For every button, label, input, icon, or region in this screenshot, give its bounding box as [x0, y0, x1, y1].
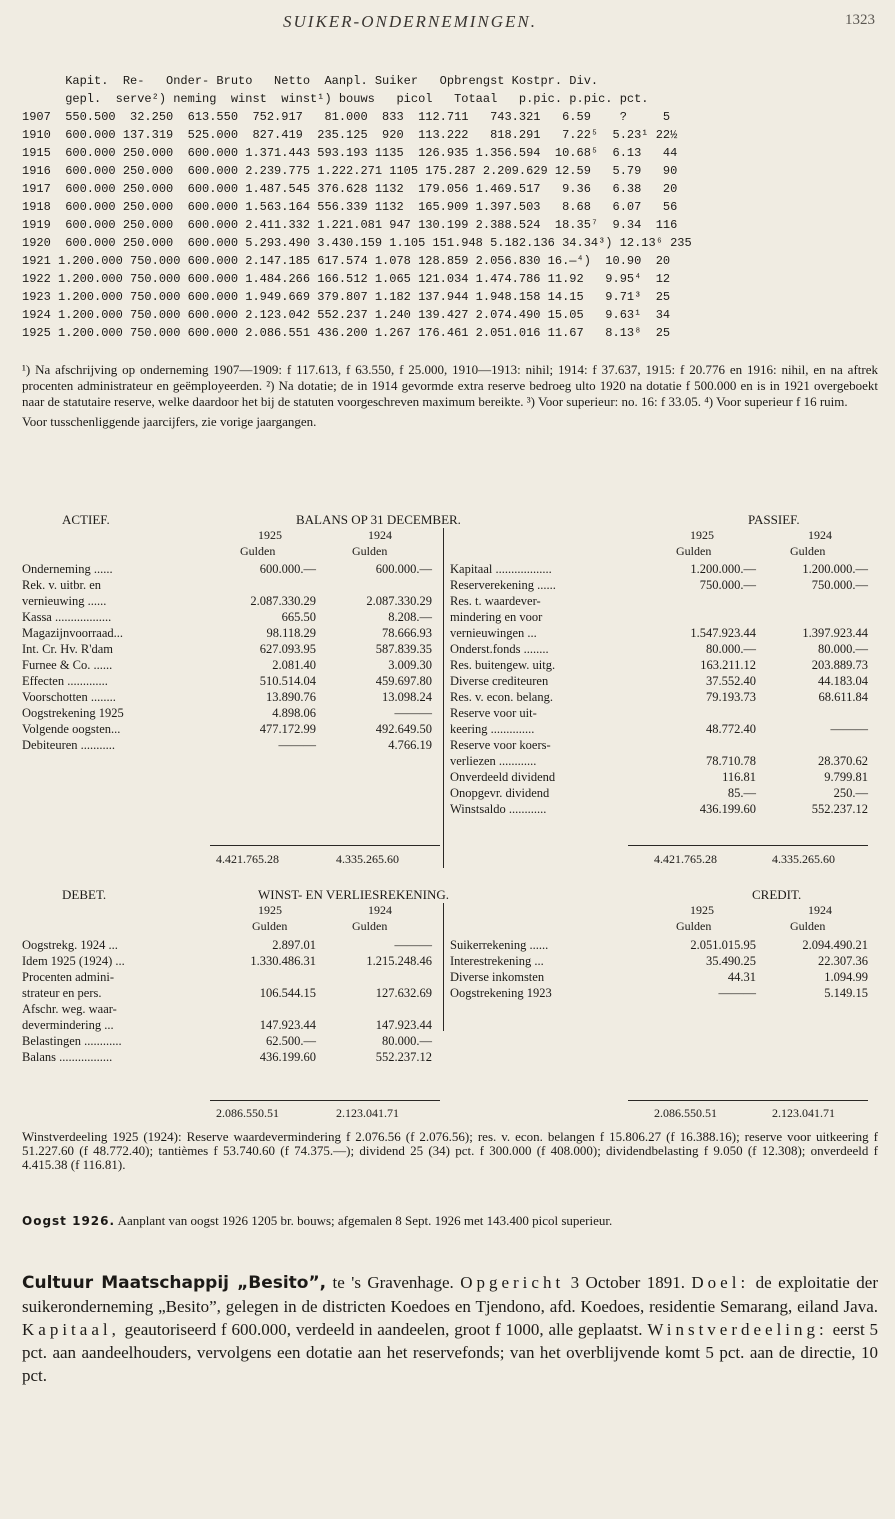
pl-center-heading: WINST- EN VERLIESREKENING. [258, 887, 450, 902]
account-value-1924: 147.923.44 [375, 1018, 432, 1032]
account-row [22, 657, 437, 673]
account-value-1924 [316, 577, 432, 593]
stats-row: 1924 1.200.000 750.000 600.000 2.123.042 552.237 1.240 139.427 2.074.490 15.05 9.63¹ 34 [22, 308, 671, 322]
account-label: Kassa .................. [22, 610, 112, 624]
pl-right-year-1: 1925 [690, 903, 714, 917]
account-value-1925 [650, 609, 756, 625]
account-value-1925: 665.50 [281, 610, 316, 624]
account-value-1924: 68.611.84 [818, 690, 868, 704]
balance-right-currency-1: Gulden [676, 544, 712, 558]
founded-text: 3 October 1891. [564, 1273, 692, 1292]
account-label: Winstsaldo ............ [450, 802, 547, 816]
pl-right-heading: CREDIT. [752, 887, 802, 902]
account-value-1924: 127.632.69 [375, 986, 432, 1000]
account-row [450, 753, 870, 769]
account-value-1924: 1.397.923.44 [802, 626, 868, 640]
pl-left-currency-1: Gulden [252, 919, 288, 933]
pl-left-year-1: 1925 [258, 903, 282, 917]
account-value-1925: 436.199.60 [699, 802, 756, 816]
account-value-1924: 28.370.62 [818, 754, 868, 768]
account-row [22, 953, 437, 969]
intermediate-note: Voor tusschenliggende jaarcijfers, zie vorige jaargangen. [22, 414, 317, 429]
pl-left-rows [22, 937, 437, 1065]
account-label: Voorschotten ........ [22, 690, 116, 704]
account-value-1924 [756, 609, 868, 625]
account-row [22, 577, 437, 593]
balance-left-total-2: 4.335.265.60 [336, 852, 399, 866]
balance-right-rule [628, 845, 868, 846]
account-value-1924 [756, 705, 868, 721]
account-value-1925: 436.199.60 [259, 1050, 316, 1064]
account-value-1924: 22.307.36 [818, 954, 868, 968]
account-value-1924: 552.237.12 [375, 1050, 432, 1064]
account-value-1924: 587.839.35 [375, 642, 432, 656]
stats-row: 1925 1.200.000 750.000 600.000 2.086.551 436.200 1.267 176.461 2.051.016 11.67 8.13⁸ 25 [22, 326, 671, 340]
account-label: Reserve voor uit- [450, 706, 537, 720]
account-label: Balans ................. [22, 1050, 113, 1064]
pl-right-year-2: 1924 [808, 903, 832, 917]
account-value-1925: 750.000.— [699, 578, 756, 592]
account-value-1925 [214, 577, 316, 593]
balance-left-year-1: 1925 [258, 528, 282, 542]
pl-left-total-2: 2.123.041.71 [336, 1106, 399, 1120]
account-value-1924: ——— [394, 706, 432, 720]
account-row [450, 561, 870, 577]
account-label: Afschr. weg. waar- [22, 1002, 117, 1016]
account-label: verliezen ............ [450, 754, 537, 768]
account-row [22, 1017, 437, 1033]
account-value-1925: 78.710.78 [706, 754, 756, 768]
balance-right-total-2: 4.335.265.60 [772, 852, 835, 866]
account-value-1925: 627.093.95 [259, 642, 316, 656]
account-value-1924 [316, 969, 432, 985]
account-row [450, 625, 870, 641]
account-value-1924 [756, 593, 868, 609]
account-label: Onverdeeld dividend [450, 770, 556, 784]
besito-entry [22, 1271, 878, 1387]
account-value-1925: 80.000.— [706, 642, 756, 656]
account-value-1925: 13.890.76 [266, 690, 316, 704]
stats-row: 1921 1.200.000 750.000 600.000 2.147.185 617.574 1.078 128.859 2.056.830 16.—⁴) 10.90 20 [22, 254, 671, 268]
balance-left-currency-1: Gulden [240, 544, 276, 558]
account-label: Effecten ............. [22, 674, 108, 688]
account-value-1924: 44.183.04 [818, 674, 868, 688]
stats-row: 1907 550.500 32.250 613.550 752.917 81.000 833 112.711 743.321 6.59 ? 5 [22, 110, 671, 124]
account-label: Furnee & Co. ...... [22, 658, 113, 672]
account-value-1924: 80.000.— [382, 1034, 432, 1048]
running-title: SUIKER-ONDERNEMINGEN. [283, 12, 538, 31]
profit-distribution-text: Winstverdeeling 1925 (1924): Reserve waardevermindering f 2.076.56 (f 2.076.56); res. v. econ. belangen f 15.806.27 (f 16.388.16); reserve voor uitkeering f 51.227.60 (f 48.772.40); tantièmes f 53.740.60 (f 74.375.—); dividend 25 (34) pct. f 300.000 (f 408.000); dividendbelasting f 9.050 (f 12.308); onverdeeld f 4.415.38 (f 116.81). [22, 1129, 878, 1172]
account-row [22, 705, 437, 721]
distribution-text: eerst 5 pct. aan aandeelhouders, vervolgens een dotatie aan het reservefonds; van het overblijvende komt 5 pct. aan de directie, 10 pct. [22, 1320, 878, 1385]
account-value-1925: 1.200.000.— [690, 562, 756, 576]
pl-left-rule [210, 1100, 440, 1101]
account-row [450, 705, 870, 721]
account-value-1925 [650, 705, 756, 721]
account-row [22, 969, 437, 985]
footnotes [22, 362, 878, 430]
account-row [22, 561, 437, 577]
account-value-1925: 37.552.40 [706, 674, 756, 688]
account-label: Res. v. econ. belang. [450, 690, 553, 704]
account-row [450, 801, 870, 817]
account-value-1925 [650, 593, 756, 609]
balance-divider [443, 528, 444, 868]
stats-row: 1923 1.200.000 750.000 600.000 1.949.669 379.807 1.182 137.944 1.948.158 14.15 9.71³ 25 [22, 290, 671, 304]
account-value-1924: 552.237.12 [811, 802, 868, 816]
stats-rows [22, 108, 878, 342]
account-row [450, 953, 870, 969]
pl-right-rule [628, 1100, 868, 1101]
account-value-1925 [214, 969, 316, 985]
account-value-1924: 4.766.19 [388, 738, 432, 752]
account-label: Res. buitengew. uitg. [450, 658, 556, 672]
account-label: Onderst.fonds ........ [450, 642, 549, 656]
account-value-1925: 106.544.15 [259, 986, 316, 1000]
purpose-text: de exploitatie der suikeronderneming „Besito”, gelegen in de districten Koedoes en Tjendono, afd. Koedoes, residentie Semarang, eiland Java. [22, 1273, 878, 1316]
account-row [22, 625, 437, 641]
account-value-1924: 459.697.80 [375, 674, 432, 688]
account-value-1925: 116.81 [722, 770, 756, 784]
account-label: Onopgevr. dividend [450, 786, 550, 800]
account-value-1924: 1.215.248.46 [366, 954, 432, 968]
balance-left-rule [210, 845, 440, 846]
account-value-1924: 203.889.73 [811, 658, 868, 672]
account-value-1925: 79.193.73 [706, 690, 756, 704]
balance-right-year-1: 1925 [690, 528, 714, 542]
purpose-label: Doel: [691, 1273, 750, 1292]
harvest-1926 [22, 1213, 878, 1229]
balance-left-heading: ACTIEF. [62, 512, 110, 527]
account-value-1925: 163.211.12 [700, 658, 756, 672]
account-label: Rek. v. uitbr. en [22, 578, 102, 592]
account-value-1924: 13.098.24 [382, 690, 432, 704]
pl-divider [443, 903, 444, 1031]
pl-left-total-1: 2.086.550.51 [216, 1106, 279, 1120]
account-label: vernieuwing ...... [22, 594, 107, 608]
founded-label: Opgericht [460, 1273, 565, 1292]
account-label: mindering en voor [450, 610, 543, 624]
account-value-1925 [650, 737, 756, 753]
balance-center-heading: BALANS OP 31 DECEMBER. [296, 512, 461, 527]
harvest-label: Oogst 1926. [22, 1214, 116, 1228]
stats-header-line-1: Kapit. Re- Onder- Bruto Netto Aanpl. Suiker Opbrengst Kostpr. Div. [22, 74, 599, 88]
account-label: keering .............. [450, 722, 535, 736]
account-label: Res. t. waardever- [450, 594, 541, 608]
account-value-1924: 9.799.81 [824, 770, 868, 784]
account-row [22, 721, 437, 737]
account-row [450, 577, 870, 593]
balance-right-heading: PASSIEF. [748, 512, 800, 527]
account-value-1925: 62.500.— [266, 1034, 316, 1048]
account-label: Onderneming ...... [22, 562, 113, 576]
stats-row: 1910 600.000 137.319 525.000 827.419 235.125 920 113.222 818.291 7.22⁵ 5.23¹ 22½ [22, 128, 678, 142]
pl-left-heading: DEBET. [62, 887, 107, 902]
account-value-1925: ——— [718, 986, 756, 1000]
balance-right-year-2: 1924 [808, 528, 832, 542]
account-row [22, 1001, 437, 1017]
account-label: strateur en pers. [22, 986, 102, 1000]
statistics-table [22, 72, 878, 342]
account-value-1924: ——— [394, 938, 432, 952]
account-value-1925: 98.118.29 [266, 626, 316, 640]
stats-row: 1915 600.000 250.000 600.000 1.371.443 593.193 1135 126.935 1.356.594 10.68⁵ 6.13 44 [22, 146, 678, 160]
account-value-1925: 48.772.40 [706, 722, 756, 736]
account-row [450, 609, 870, 625]
account-row [22, 737, 437, 753]
account-row [450, 969, 870, 985]
stats-row: 1917 600.000 250.000 600.000 1.487.545 376.628 1132 179.056 1.469.517 9.36 6.38 20 [22, 182, 678, 196]
account-row [450, 737, 870, 753]
account-value-1924: 492.649.50 [375, 722, 432, 736]
account-row [22, 609, 437, 625]
account-row [22, 689, 437, 705]
account-row [450, 785, 870, 801]
account-label: Belastingen ............ [22, 1034, 122, 1048]
pl-right-currency-2: Gulden [790, 919, 826, 933]
account-value-1925: ——— [278, 738, 316, 752]
account-value-1925: 85.— [727, 786, 756, 800]
account-label: Kapitaal .................. [450, 562, 552, 576]
account-value-1925: 35.490.25 [706, 954, 756, 968]
account-value-1924: 2.087.330.29 [366, 594, 432, 608]
account-row [22, 673, 437, 689]
account-value-1925: 477.172.99 [259, 722, 316, 736]
stats-row: 1918 600.000 250.000 600.000 1.563.164 556.339 1132 165.909 1.397.503 8.68 6.07 56 [22, 200, 678, 214]
capital-text: geautoriseerd f 600.000, verdeeld in aandeelen, groot f 1000, alle geplaatst. [119, 1320, 648, 1339]
harvest-text: Aanplant van oogst 1926 1205 br. bouws; afgemalen 8 Sept. 1926 met 143.400 picol superieur. [117, 1213, 613, 1228]
account-value-1924: 1.200.000.— [802, 562, 868, 576]
account-label: vernieuwingen ... [450, 626, 537, 640]
company-name: Cultuur Maatschappij „Besito”, [22, 1273, 327, 1293]
balance-right-currency-2: Gulden [790, 544, 826, 558]
account-value-1925: 510.514.04 [259, 674, 316, 688]
profit-distribution [22, 1130, 878, 1172]
account-value-1924: 5.149.15 [824, 986, 868, 1000]
account-value-1925: 4.898.06 [272, 706, 316, 720]
pl-right-rows [450, 937, 870, 1001]
account-row [22, 1049, 437, 1065]
account-value-1924: ——— [830, 722, 868, 736]
account-row [450, 641, 870, 657]
balance-right-rows [450, 561, 870, 817]
stats-row: 1920 600.000 250.000 600.000 5.293.490 3.430.159 1.105 151.948 5.182.136 34.34³) 12.13⁶ 235 [22, 236, 692, 250]
account-value-1924: 8.208.— [388, 610, 432, 624]
account-value-1924: 600.000.— [375, 562, 432, 576]
stats-row: 1916 600.000 250.000 600.000 2.239.775 1.222.271 1105 175.287 2.209.629 12.59 5.79 90 [22, 164, 678, 178]
account-value-1924: 3.009.30 [388, 658, 432, 672]
account-row [450, 673, 870, 689]
account-value-1924: 1.094.99 [824, 970, 868, 984]
account-value-1925: 2.051.015.95 [690, 938, 756, 952]
balance-left-rows [22, 561, 437, 753]
account-label: Int. Cr. Hv. R'dam [22, 642, 114, 656]
pl-right-currency-1: Gulden [676, 919, 712, 933]
account-row [450, 721, 870, 737]
account-label: Oogstrekg. 1924 ... [22, 938, 118, 952]
account-value-1924 [316, 1001, 432, 1017]
account-label: Debiteuren ........... [22, 738, 116, 752]
account-value-1925: 2.081.40 [272, 658, 316, 672]
account-label: Reserverekening ...... [450, 578, 556, 592]
account-row [450, 593, 870, 609]
balance-left-currency-2: Gulden [352, 544, 388, 558]
account-row [22, 593, 437, 609]
account-row [22, 937, 437, 953]
account-label: Oogstrekening 1923 [450, 986, 552, 1000]
account-row [450, 657, 870, 673]
account-value-1925: 44.31 [727, 970, 756, 984]
account-row [22, 641, 437, 657]
account-value-1925: 147.923.44 [259, 1018, 316, 1032]
account-value-1925: 1.547.923.44 [690, 626, 756, 640]
balance-left-total-1: 4.421.765.28 [216, 852, 279, 866]
footnote-text: ¹) Na afschrijving op onderneming 1907—1909: f 117.613, f 63.550, f 25.000, 1910—1913: nihil; 1914: f 37.637, 1915: f 20.776 en 1916: nihil, en na aftrek procenten administrateur en geëmployeerden. ²) Na dotatie; de in 1914 gevormde extra reserve bedroeg ulto 1920 na dotatie f 500.000 en is in 1921 overgeboekt naar de statutaire reserve, welke daardoor het bij de statuten voorgeschreven maximum bereikte. ³) Voor superieur: no. 16: f 33.05. ⁴) Voor superieur f 16 ruim. [22, 362, 878, 409]
account-label: Oogstrekening 1925 [22, 706, 124, 720]
balance-right-total-1: 4.421.765.28 [654, 852, 717, 866]
account-label: Volgende oogsten... [22, 722, 121, 736]
account-label: Idem 1925 (1924) ... [22, 954, 125, 968]
account-label: Interestrekening ... [450, 954, 544, 968]
capital-label: Kapitaal, [22, 1320, 120, 1339]
pl-right-total-1: 2.086.550.51 [654, 1106, 717, 1120]
account-value-1924 [756, 737, 868, 753]
account-label: Suikerrekening ...... [450, 938, 549, 952]
account-value-1924: 80.000.— [818, 642, 868, 656]
company-location: te 's Gravenhage. [326, 1273, 461, 1292]
balance-left-year-2: 1924 [368, 528, 392, 542]
account-label: Magazijnvoorraad... [22, 626, 124, 640]
account-label: Diverse crediteuren [450, 674, 549, 688]
pl-left-year-2: 1924 [368, 903, 392, 917]
account-value-1924: 78.666.93 [382, 626, 432, 640]
account-value-1924: 250.— [833, 786, 868, 800]
distribution-label: Winstverdeeling: [647, 1320, 828, 1339]
page-number: 1323 [845, 12, 875, 28]
account-value-1925: 2.087.330.29 [250, 594, 316, 608]
account-row [450, 985, 870, 1001]
account-value-1924: 2.094.490.21 [802, 938, 868, 952]
account-value-1925: 2.897.01 [272, 938, 316, 952]
account-row [22, 985, 437, 1001]
stats-row: 1922 1.200.000 750.000 600.000 1.484.266 166.512 1.065 121.034 1.474.786 11.92 9.95⁴ 12 [22, 272, 671, 286]
account-value-1924: 750.000.— [811, 578, 868, 592]
account-value-1925 [214, 1001, 316, 1017]
stats-header-line-2: gepl. serve²) neming winst winst¹) bouws picol Totaal p.pic. p.pic. pct. [22, 92, 649, 106]
account-label: Procenten admini- [22, 970, 114, 984]
account-row [450, 689, 870, 705]
pl-right-total-2: 2.123.041.71 [772, 1106, 835, 1120]
account-row [22, 1033, 437, 1049]
pl-left-currency-2: Gulden [352, 919, 388, 933]
account-label: Reserve voor koers- [450, 738, 551, 752]
page-header [0, 10, 895, 40]
account-label: Diverse inkomsten [450, 970, 545, 984]
account-row [450, 937, 870, 953]
account-value-1925: 1.330.486.31 [250, 954, 316, 968]
account-row [450, 769, 870, 785]
stats-row: 1919 600.000 250.000 600.000 2.411.332 1.221.081 947 130.199 2.388.524 18.35⁷ 9.34 116 [22, 218, 678, 232]
account-value-1925: 600.000.— [259, 562, 316, 576]
account-label: devermindering ... [22, 1018, 114, 1032]
